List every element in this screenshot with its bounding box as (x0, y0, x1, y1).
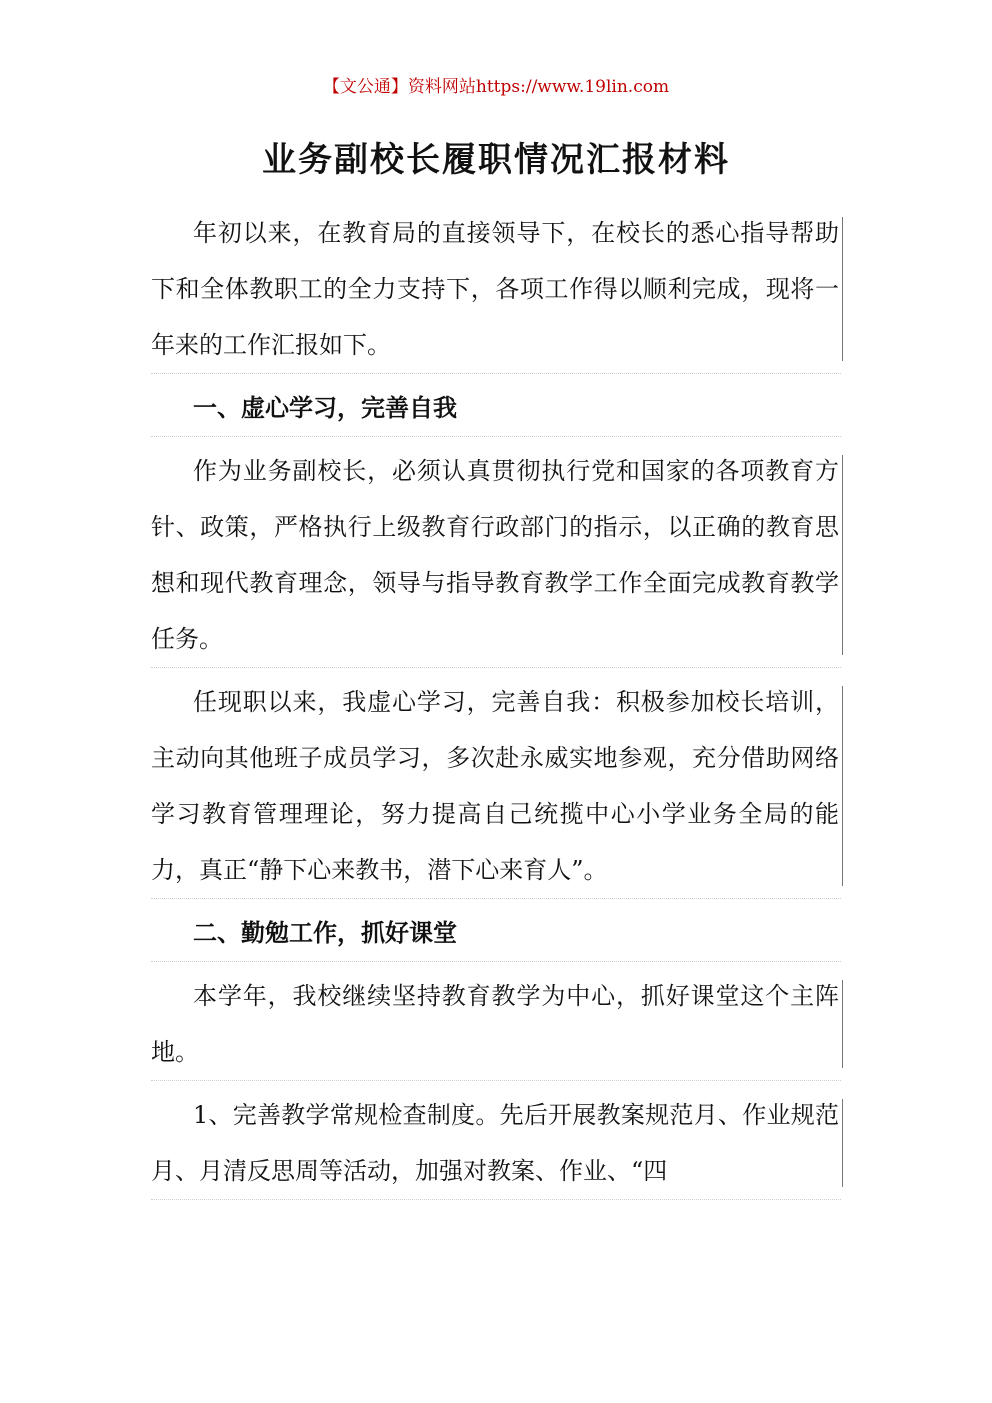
site-header (0, 76, 992, 98)
paragraph-intro: 年初以来，在教育局的直接领导下，在校长的悉心指导帮助下和全体教职工的全力支持下，各项工作得以顺利完成，现将一年来的工作汇报如下。 (151, 205, 841, 374)
paragraph-routine: 1、完善教学常规检查制度。先后开展教案规范月、作业规范月、月清反思周等活动，加强对教案、作业、“四 (151, 1087, 841, 1200)
document-body (151, 205, 841, 1200)
paragraph-duty: 作为业务副校长，必须认真贯彻执行党和国家的各项教育方针、政策，严格执行上级教育行政部门的指示，以正确的教育思想和现代教育理念，领导与指导教育教学工作全面完成教育教学任务。 (151, 443, 841, 668)
site-url[interactable]: https://www.19lin.com (475, 77, 670, 97)
section-heading-2: 二、勤勉工作，抓好课堂 (151, 905, 841, 962)
document-title: 业务副校长履职情况汇报材料 (262, 140, 730, 180)
paragraph-learning: 任现职以来，我虚心学习，完善自我：积极参加校长培训，主动向其他班子成员学习，多次赴永威实地参观，充分借助网络学习教育管理理论，努力提高自己统揽中心小学业务全局的能力，真正“静下心来教书，潜下心来育人”。 (151, 674, 841, 899)
paragraph-classroom: 本学年，我校继续坚持教育教学为中心，抓好课堂这个主阵地。 (151, 968, 841, 1081)
site-brand: 【文公通】资料网站 (322, 77, 476, 97)
section-heading-1: 一、虚心学习，完善自我 (151, 380, 841, 437)
